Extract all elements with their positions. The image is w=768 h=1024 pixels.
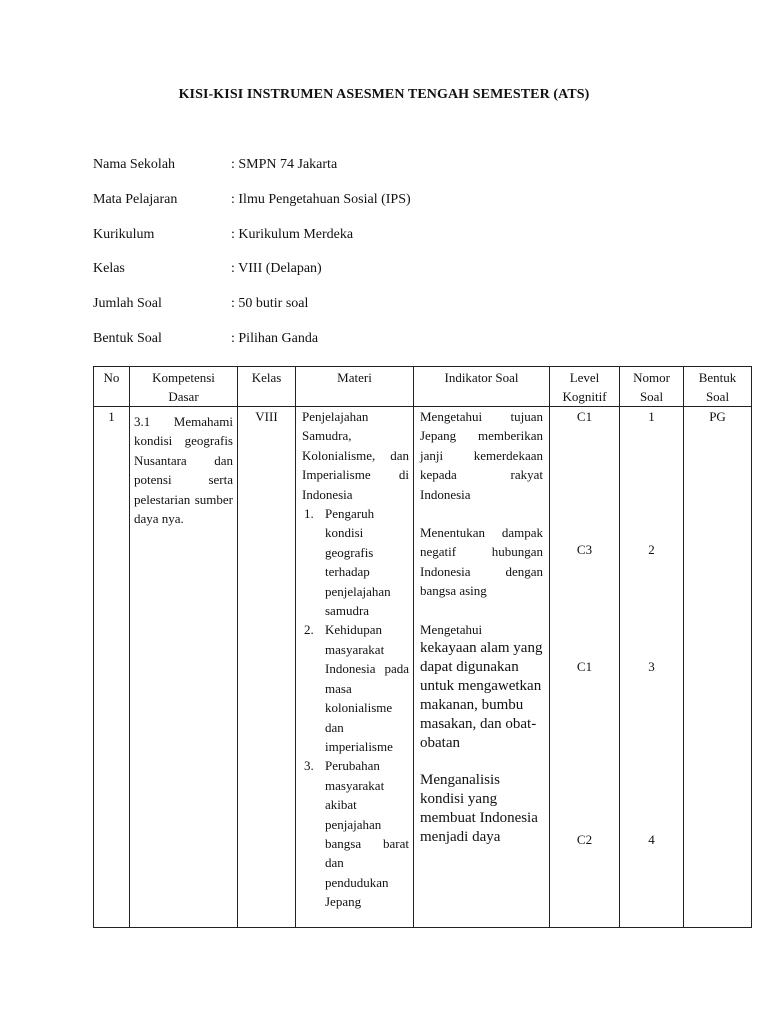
cell-indikator-soal (414, 407, 550, 928)
table-row (94, 407, 752, 928)
indikator-3-lead: Mengetahui (420, 621, 483, 637)
materi-item-text: Perubahan masyarakat akibat penjajahan bangsa barat dan pendudukan Jepang (325, 758, 409, 910)
indikator-4: Menganalisis kondisi yang membuat Indonesia menjadi daya (420, 772, 538, 846)
indikator-1: Mengetahui tujuan Jepang memberikan janji kemerdekaan kepada rakyat Indonesia (420, 409, 543, 502)
indikator-3: kekayaan alam yang dapat digunakan untuk mengawetkan makanan, bumbu masakan, dan obat-obatan (420, 640, 543, 752)
level-3: C1 (576, 658, 593, 674)
cell-no: 1 (94, 407, 130, 928)
info-value: : SMPN 74 Jakarta (231, 157, 338, 172)
document-title: KISI-KISI INSTRUMEN ASESMEN TENGAH SEMESTER (ATS) (178, 87, 590, 102)
materi-list (296, 504, 413, 912)
materi-item (296, 620, 413, 756)
header-materi: Materi (296, 367, 414, 407)
cell-bentuk-soal: PG (684, 407, 752, 928)
info-label: Nama Sekolah (93, 157, 176, 172)
level-2: C3 (576, 542, 593, 558)
materi-item-number: 2. (304, 622, 314, 638)
nomor-3: 3 (648, 658, 655, 674)
kompetensi-text: 3.1 Memahami kondisi geografis Nusantara dan potensi serta pelestarian sumber daya nya. (134, 414, 233, 527)
info-label: Kurikulum (93, 227, 155, 242)
nomor-4: 4 (648, 832, 655, 848)
info-row-kurikulum (93, 227, 353, 243)
cell-nomor-soal (620, 407, 684, 928)
info-row-mata-pelajaran (93, 192, 411, 208)
cell-kompetensi-dasar (130, 407, 238, 928)
table-header-row (94, 367, 752, 407)
header-nomor-soal: Nomor Soal (620, 367, 684, 407)
info-label: Bentuk Soal (93, 331, 162, 346)
materi-intro: Penjelajahan Samudra, Kolonialisme, dan Imperialisme di Indonesia (302, 409, 409, 502)
info-value: : 50 butir soal (231, 296, 309, 311)
header-level-kognitif: Level Kognitif (550, 367, 620, 407)
kisi-kisi-table (93, 366, 752, 928)
header-no: No (94, 367, 130, 407)
info-row-jumlah-soal (93, 296, 308, 312)
info-label: Jumlah Soal (93, 296, 162, 311)
nomor-1: 1 (648, 409, 655, 424)
info-value: : VIII (Delapan) (231, 261, 322, 276)
nomor-2: 2 (648, 542, 655, 558)
level-1: C1 (576, 409, 593, 424)
materi-item-number: 1. (304, 506, 314, 522)
cell-level-kognitif (550, 407, 620, 928)
info-row-nama-sekolah (93, 157, 337, 173)
materi-item (296, 756, 413, 911)
info-label: Mata Pelajaran (93, 192, 178, 207)
info-label: Kelas (93, 261, 125, 276)
info-value: : Pilihan Ganda (231, 331, 319, 346)
materi-item-number: 3. (304, 758, 314, 774)
indikator-2: Menentukan dampak negatif hubungan Indonesia dengan bangsa asing (420, 525, 543, 599)
cell-materi (296, 407, 414, 928)
materi-item-text: Pengaruh kondisi geografis terhadap penjelajahan samudra (325, 506, 391, 619)
header-kelas: Kelas (238, 367, 296, 407)
info-value: : Kurikulum Merdeka (231, 227, 354, 242)
cell-kelas: VIII (238, 407, 296, 928)
materi-item (296, 504, 413, 620)
level-4: C2 (576, 832, 593, 848)
header-indikator-soal: Indikator Soal (414, 367, 550, 407)
info-row-bentuk-soal (93, 331, 318, 347)
header-kompetensi-dasar: Kompetensi Dasar (130, 367, 238, 407)
info-row-kelas (93, 261, 322, 277)
materi-item-text: Kehidupan masyarakat Indonesia pada masa kolonialisme dan imperialisme (325, 622, 409, 754)
header-bentuk-soal: Bentuk Soal (684, 367, 752, 407)
info-value: : Ilmu Pengetahuan Sosial (IPS) (231, 192, 411, 207)
